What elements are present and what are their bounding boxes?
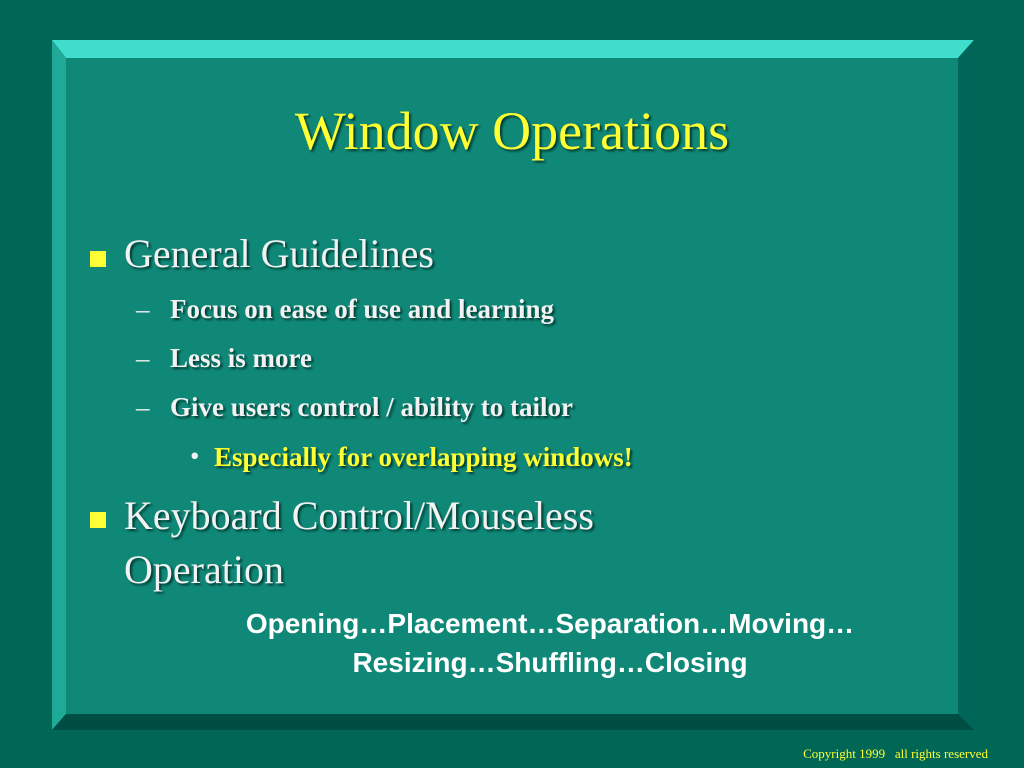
yellow-square-bullet-icon xyxy=(90,251,106,267)
bevel-bottom xyxy=(52,714,974,730)
dot-bullet-icon: • xyxy=(190,441,200,471)
operations-note-line1: Opening…Placement…Separation…Moving… xyxy=(245,608,855,639)
copyright-footer: Copyright 1999 all rights reserved xyxy=(803,746,988,761)
sub-bullet-less-is-more: Less is more xyxy=(170,343,312,373)
bevel-left xyxy=(52,40,66,730)
yellow-square-bullet-icon xyxy=(90,512,106,528)
sub-sub-bullet-overlapping: Especially for overlapping windows! xyxy=(214,442,633,472)
bevel-top xyxy=(52,40,974,58)
bullet-keyboard-control-line2: Operation xyxy=(124,547,284,592)
operations-note-line2: Resizing…Shuffling…Closing xyxy=(352,647,748,678)
dash-bullet-icon: – xyxy=(136,294,150,324)
sub-bullet-give-users-control: Give users control / ability to tailor xyxy=(170,392,573,422)
slide-title: Window Operations xyxy=(294,101,730,161)
bullet-general-guidelines: General Guidelines xyxy=(124,231,434,276)
bullet-keyboard-control-line1: Keyboard Control/Mouseless xyxy=(124,493,594,538)
dash-bullet-icon: – xyxy=(136,343,150,373)
sub-bullet-focus: Focus on ease of use and learning xyxy=(170,294,555,324)
dash-bullet-icon: – xyxy=(136,392,150,422)
